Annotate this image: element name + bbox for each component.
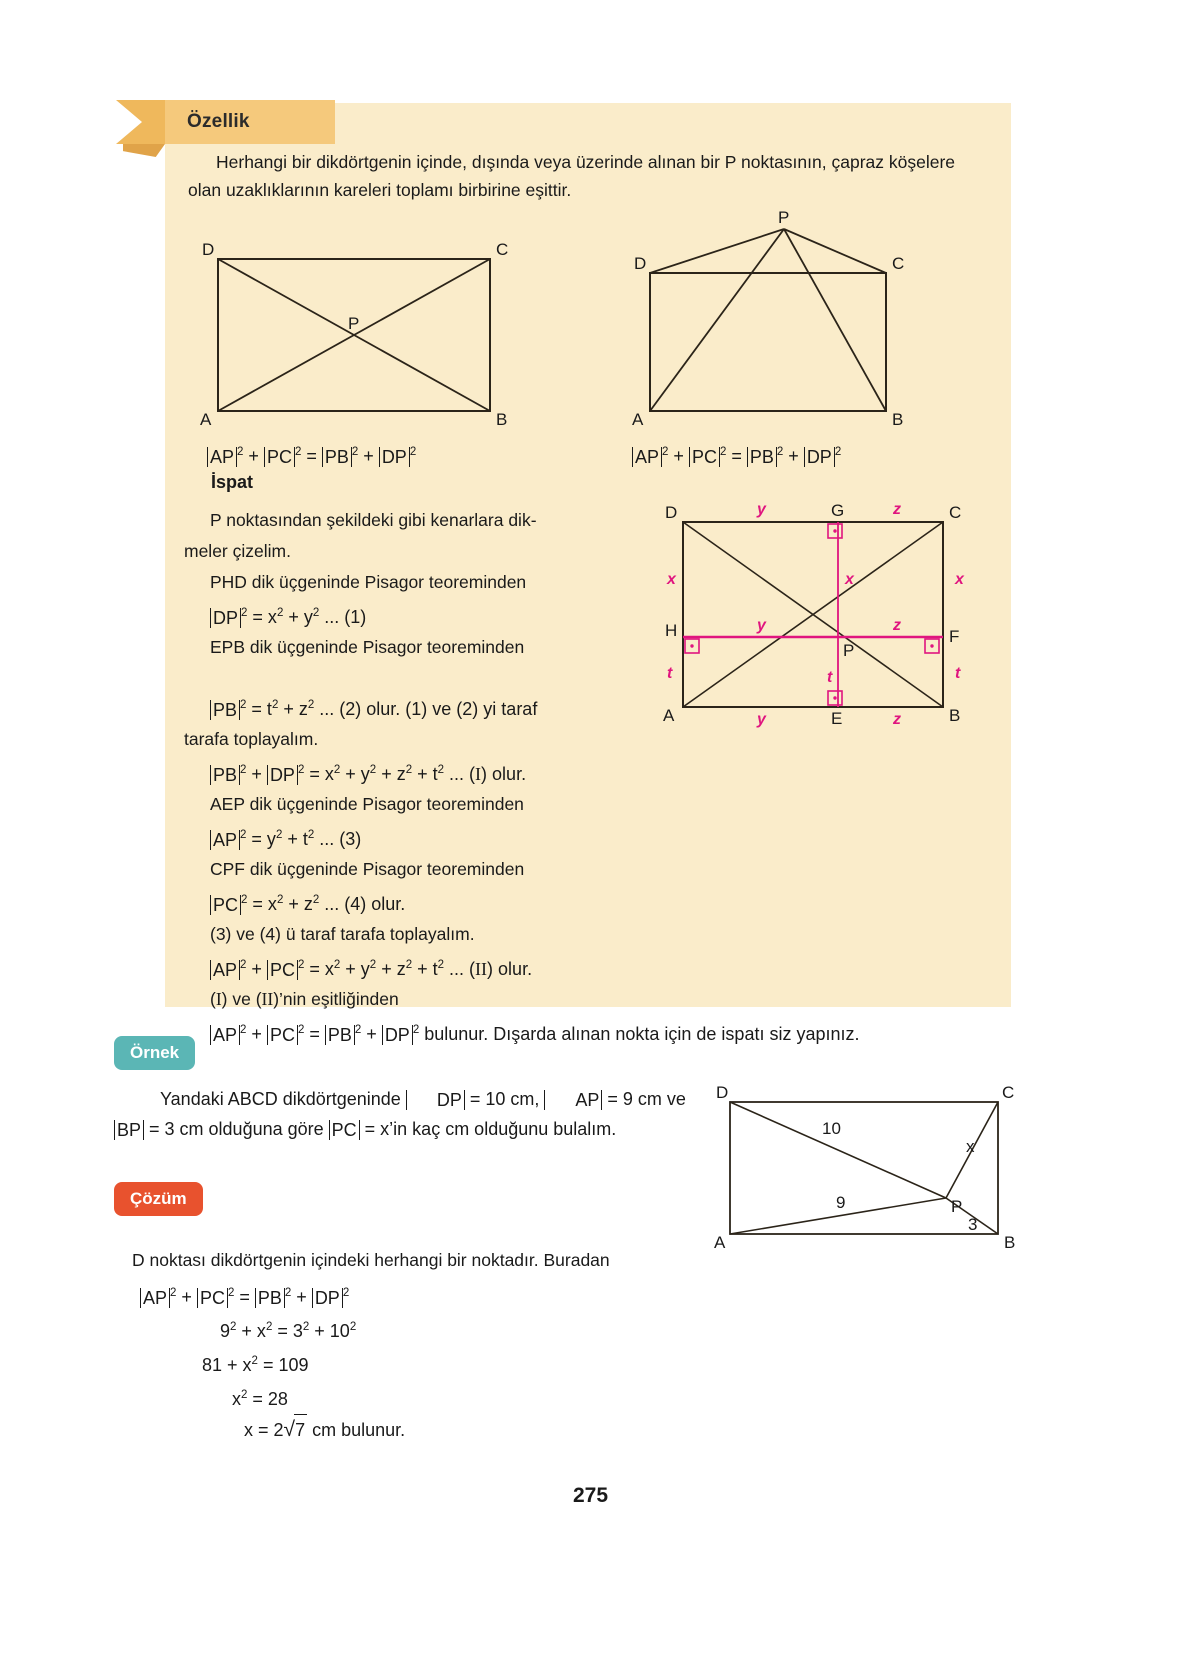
solution-step-3: $81 + x^2 = 109$ bbox=[202, 1355, 309, 1375]
segment-ap bbox=[650, 229, 784, 411]
seg-label-vert-upper: x bbox=[845, 571, 854, 588]
vertex-label-a: A bbox=[200, 410, 212, 429]
example-label-a: A bbox=[714, 1233, 726, 1252]
seg-label-left-lower: t bbox=[667, 665, 673, 682]
solution-step-4: $x^2 = 28$ bbox=[232, 1389, 288, 1409]
proof-eq-2: PB $^2 = t^2 + z^2$ ... (2) olur. (1) ve (2) yi taraf bbox=[184, 690, 984, 724]
vertex-label-c: C bbox=[496, 240, 509, 259]
figure-p-inside bbox=[200, 240, 510, 435]
proof-eq-3: PB $^2$ + DP $^2 = x^2 + y^2 + z^2 + t^2$ ... (I) olur. bbox=[184, 755, 984, 789]
vertex-label-b: B bbox=[496, 410, 508, 429]
seg-label-bottom-right: z bbox=[893, 711, 901, 728]
proof-line-1: P noktasından şekildeki gibi kenarlara dik- bbox=[210, 510, 537, 530]
solution-step-2: $9^2 + x^2 = 3^2 + 10^2$ bbox=[220, 1321, 357, 1341]
proof-line-2: meler çizelim. bbox=[184, 541, 291, 561]
formula-under-figure-2: AP $^2$ + PC $^2$ = PB $^2$ + DP $^2$ bbox=[632, 437, 841, 471]
example-label-c: C bbox=[1002, 1083, 1015, 1102]
example-label-d: D bbox=[716, 1083, 729, 1102]
page-number: 275 bbox=[572, 1484, 609, 1507]
segment-bp bbox=[784, 229, 886, 411]
proof-label-g: G bbox=[831, 501, 845, 520]
proof-eq-5: PC $^2 = x^2 + z^2$ ... (4) olur. bbox=[184, 885, 984, 919]
seg-label-top-left: y bbox=[757, 501, 766, 518]
ozellik-ribbon bbox=[116, 100, 335, 144]
proof-label-a: A bbox=[663, 706, 675, 725]
example-line-2: BP = 3 cm olduğuna göre PC = x’in kaç cm olduğunu bulalım. bbox=[114, 1114, 702, 1144]
proof-label-e: E bbox=[831, 709, 843, 728]
cozum-badge bbox=[114, 1182, 203, 1216]
example-label-b: B bbox=[1004, 1233, 1016, 1252]
seg-label-mid-left: y bbox=[757, 617, 766, 634]
seg-label-vert-lower: t bbox=[827, 669, 833, 686]
ozellik-label: Özellik bbox=[187, 111, 250, 132]
ornek-label: Örnek bbox=[130, 1043, 180, 1062]
proof-line-4: EPB dik üçgeninde Pisagor teoreminden bbox=[210, 637, 525, 657]
cozum-label: Çözüm bbox=[130, 1189, 187, 1208]
proof-label-d: D bbox=[665, 503, 678, 522]
example-label-p: P bbox=[951, 1197, 963, 1216]
vertex-label-c-outside: C bbox=[892, 254, 905, 273]
example-measure-bp: 3 bbox=[968, 1215, 978, 1234]
formula-under-figure-1: AP $^2$ + PC $^2$ = PB $^2$ + DP $^2$ bbox=[207, 437, 416, 471]
seg-label-left-upper: x bbox=[667, 571, 676, 588]
example-segment-dp bbox=[730, 1102, 946, 1198]
example-text bbox=[117, 1084, 702, 1144]
proof-line-8: (3) ve (4) ü taraf tarafa toplayalım. bbox=[210, 924, 475, 944]
example-measure-pc: x bbox=[966, 1137, 975, 1156]
vertex-label-d-outside: D bbox=[634, 254, 647, 273]
solution-step-1: AP $^2$ + PC $^2$ = PB $^2$ + DP $^2$ bbox=[140, 1278, 405, 1312]
proof-text-column bbox=[184, 505, 614, 663]
proof-line-3: PHD dik üçgeninde Pisagor teoreminden bbox=[210, 572, 527, 592]
point-label-p-outside: P bbox=[778, 208, 790, 227]
example-measure-dp: 10 bbox=[822, 1119, 841, 1138]
ribbon-tail-shape bbox=[123, 144, 165, 157]
segment-dp bbox=[650, 229, 784, 273]
proof-text-wide bbox=[184, 690, 984, 1049]
solution-step-5: x = 2√7 cm bulunur. bbox=[140, 1414, 405, 1445]
vertex-label-a-outside: A bbox=[632, 410, 644, 429]
segment-cp bbox=[784, 229, 886, 273]
property-intro-text: Herhangi bir dikdörtgenin içinde, dışında veya üzerinde alınan bir P noktasının, çapraz köşelere olan uzaklıklarının kareleri toplamı birbirine eşittir. bbox=[188, 152, 956, 200]
proof-label-b: B bbox=[949, 706, 961, 725]
vertex-label-b-outside: B bbox=[892, 410, 904, 429]
seg-label-top-right: z bbox=[893, 501, 901, 518]
proof-label-c: C bbox=[949, 503, 962, 522]
seg-label-bottom-left: y bbox=[757, 711, 766, 728]
ornek-badge bbox=[114, 1036, 195, 1070]
example-measure-ap: 9 bbox=[836, 1193, 846, 1212]
proof-line-5: tarafa toplayalım. bbox=[184, 729, 319, 749]
seg-label-right-upper: x bbox=[955, 571, 964, 588]
proof-heading: İspat bbox=[211, 472, 254, 492]
proof-label-h: H bbox=[665, 621, 678, 640]
proof-eq-1: DP $^2 = x^2 + y^2$ ... (1) bbox=[184, 598, 614, 632]
proof-line-9: (I) ve (II)’nin eşitliğinden bbox=[210, 989, 399, 1009]
proof-label-p: P bbox=[843, 641, 855, 660]
ribbon-body bbox=[165, 100, 335, 144]
example-line-1: Yandaki ABCD dikdörtgeninde DP = 10 cm, AP = 9 cm ve bbox=[160, 1089, 686, 1110]
proof-label-f: F bbox=[949, 627, 960, 646]
figure-example bbox=[714, 1083, 1018, 1252]
seg-label-mid-right: z bbox=[893, 617, 901, 634]
proof-eq-7: AP $^2$ + PC $^2$ = PB $^2$ + DP $^2$ bulunur. Dışarda alınan nokta için de ispatı siz yapınız. bbox=[184, 1015, 984, 1049]
solution-steps bbox=[140, 1278, 405, 1445]
proof-eq-4: AP $^2 = y^2 + t^2$ ... (3) bbox=[184, 820, 984, 854]
proof-line-7: CPF dik üçgeninde Pisagor teoreminden bbox=[210, 859, 525, 879]
figure-p-outside bbox=[632, 208, 926, 435]
seg-label-right-lower: t bbox=[955, 665, 961, 682]
rectangle-abcd-outside bbox=[650, 273, 886, 411]
proof-line-6: AEP dik üçgeninde Pisagor teoreminden bbox=[210, 794, 524, 814]
point-label-p: P bbox=[348, 314, 360, 333]
ribbon-notch-shape bbox=[116, 100, 165, 144]
vertex-label-d: D bbox=[202, 240, 215, 259]
solution-intro: D noktası dikdörtgenin içindeki herhangi bir noktadır. Buradan bbox=[132, 1250, 610, 1270]
proof-eq-6: AP $^2$ + PC $^2 = x^2 + y^2 + z^2 + t^2$ ... (II) olur. bbox=[184, 950, 984, 984]
